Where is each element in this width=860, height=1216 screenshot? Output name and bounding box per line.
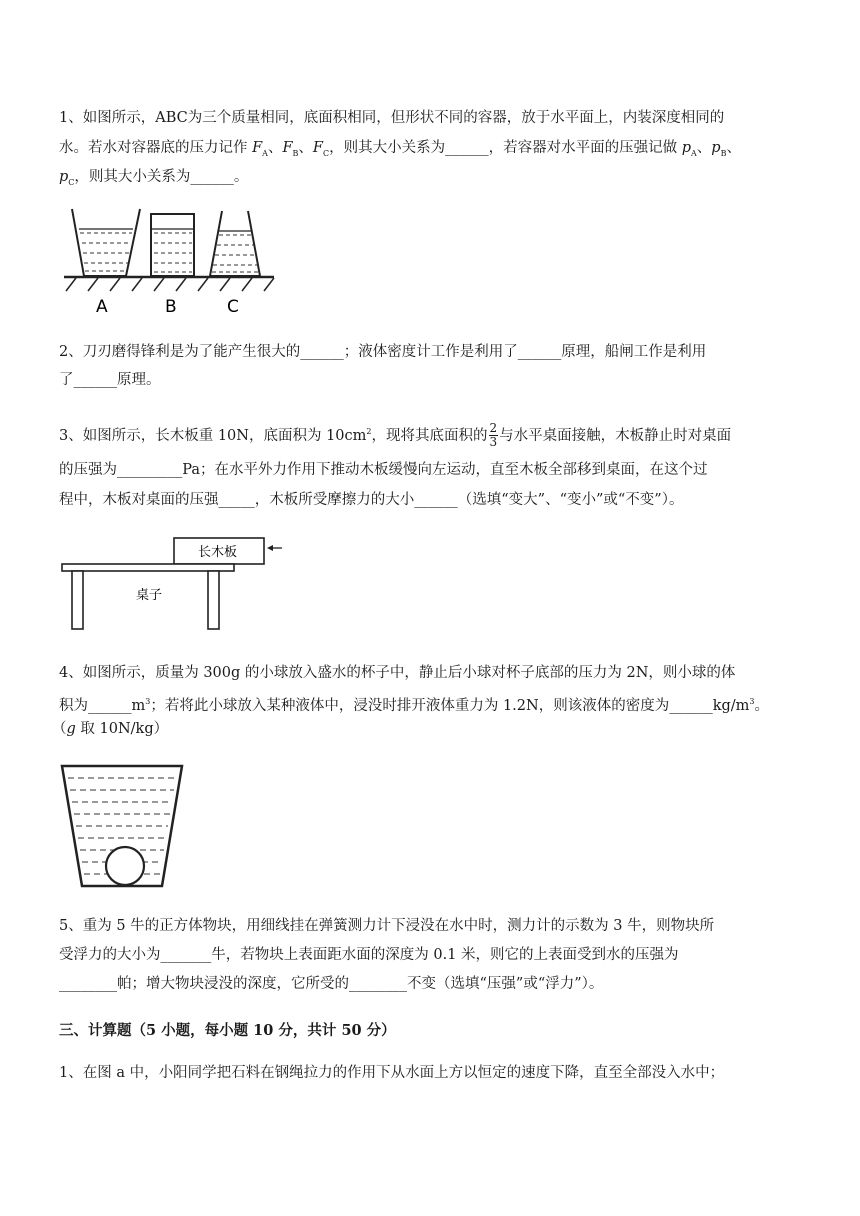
table-label: 桌子 xyxy=(136,588,163,603)
q4-line3-text: 取 10N/kg） xyxy=(75,721,169,737)
q4-line3 xyxy=(52,719,168,739)
q1-FB: F xyxy=(282,140,293,156)
q1-FC-sub: C xyxy=(322,148,330,158)
q1-sep: 、 xyxy=(298,140,313,156)
container-label-a: A xyxy=(96,297,108,317)
q1-figure-containers xyxy=(62,205,282,320)
q4-g: g xyxy=(66,721,76,737)
q3-line3: 程中，木板对桌面的压强_____，木板所受摩擦力的大小______（选填“变大”、“变小”或“不变”）。 xyxy=(59,492,684,508)
q3-fraction xyxy=(489,422,499,449)
q3-line1-text2: ，现将其底面积的 xyxy=(371,427,488,444)
q4-figure-cup-ball xyxy=(58,760,188,890)
q5-line3: ________帕；增大物块浸没的深度，它所受的________不变（选填“压强”或“浮力”）。 xyxy=(59,976,604,992)
q1-pB: p xyxy=(711,140,721,156)
q1-sep: 、 xyxy=(696,140,712,156)
q1-FA-sub: A xyxy=(262,148,268,158)
q1-FC: F xyxy=(312,140,323,156)
q3-line1-sup: 2 xyxy=(366,427,372,436)
q3-line2: 的压强为_________Pa；在水平外力作用下推动木板缓慢向左运动，直至木板全部移到桌面，在这个过 xyxy=(59,462,708,478)
q1-pC: p xyxy=(59,169,69,185)
q1-line1: 1、如图所示，ABC为三个质量相同，底面积相同，但形状不同的容器，放于水平面上，内装深度相同的 xyxy=(59,110,725,126)
q1-sep: 、 xyxy=(267,140,283,156)
q3-line1-text: 3、如图所示，长木板重 10N，底面积为 10cm xyxy=(59,427,367,444)
q4-line2-sup2: 3 xyxy=(749,697,755,706)
q4-line2 xyxy=(59,692,769,716)
q4-line2-text2: ；若将此小球放入某种液体中，浸没时排开液体重力为 1.2N，则该液体的密度为______kg/m xyxy=(150,697,750,714)
q4-line1: 4、如图所示，质量为 300g 的小球放入盛水的杯子中，静止后小球对杯子底部的压力为 2N，则小球的体 xyxy=(59,665,736,681)
q3-line1 xyxy=(59,422,731,449)
q1-line2-text: 水。若水对容器底的压力记作 xyxy=(59,140,253,156)
q1-pB-sub: B xyxy=(720,148,727,158)
q1-line2 xyxy=(59,138,741,164)
q4-line2-sup: 3 xyxy=(145,697,151,706)
section3-q1: 1、在图 a 中，小阳同学把石料在钢绳拉力的作用下从水面上方以恒定的速度下降，直至全部没入水中； xyxy=(59,1065,725,1081)
q1-FB-sub: B xyxy=(292,148,299,158)
q4-line2-text: 积为______m xyxy=(59,697,146,714)
q1-line2-rest: ，则其大小关系为______，若容器对水平面的压强记做 xyxy=(329,140,682,156)
q1-pC-sub: C xyxy=(68,177,75,187)
q5-line2: 受浮力的大小为_______牛，若物块上表面距水面的深度为 0.1 米，则它的上表面受到水的压强为 xyxy=(59,947,679,963)
q4-line3-open: （ xyxy=(52,721,67,737)
board-label: 长木板 xyxy=(198,545,238,560)
q3-line1-text3: 与水平桌面接触，木板静止时对桌面 xyxy=(499,427,732,444)
q1-sep: 、 xyxy=(726,140,741,156)
q5-line1: 5、重为 5 牛的正方体物块，用细线挂在弹簧测力计下浸没在水中时，测力计的示数为 3 牛，则物块所 xyxy=(59,918,715,934)
container-label-c: C xyxy=(227,297,239,317)
q3-fraction-num: 2 xyxy=(489,421,498,436)
container-label-b: B xyxy=(165,297,177,317)
q3-figure-board-table xyxy=(60,535,300,635)
q1-line3 xyxy=(59,167,248,193)
q1-pA: p xyxy=(681,140,691,156)
q1-FA: F xyxy=(252,140,263,156)
q3-fraction-den: 3 xyxy=(489,435,498,450)
q1-pA-sub: A xyxy=(691,148,697,158)
section3-heading: 三、计算题（5 小题，每小题 10 分，共计 50 分） xyxy=(59,1022,396,1039)
q2-line1: 2、刀刃磨得锋利是为了能产生很大的______；液体密度计工作是利用了______原理，船闸工作是利用 xyxy=(59,344,707,360)
q4-line2-text3: 。 xyxy=(754,697,769,714)
q2-line2: 了______原理。 xyxy=(59,372,161,388)
q1-line3-text: ，则其大小关系为______。 xyxy=(74,169,249,185)
